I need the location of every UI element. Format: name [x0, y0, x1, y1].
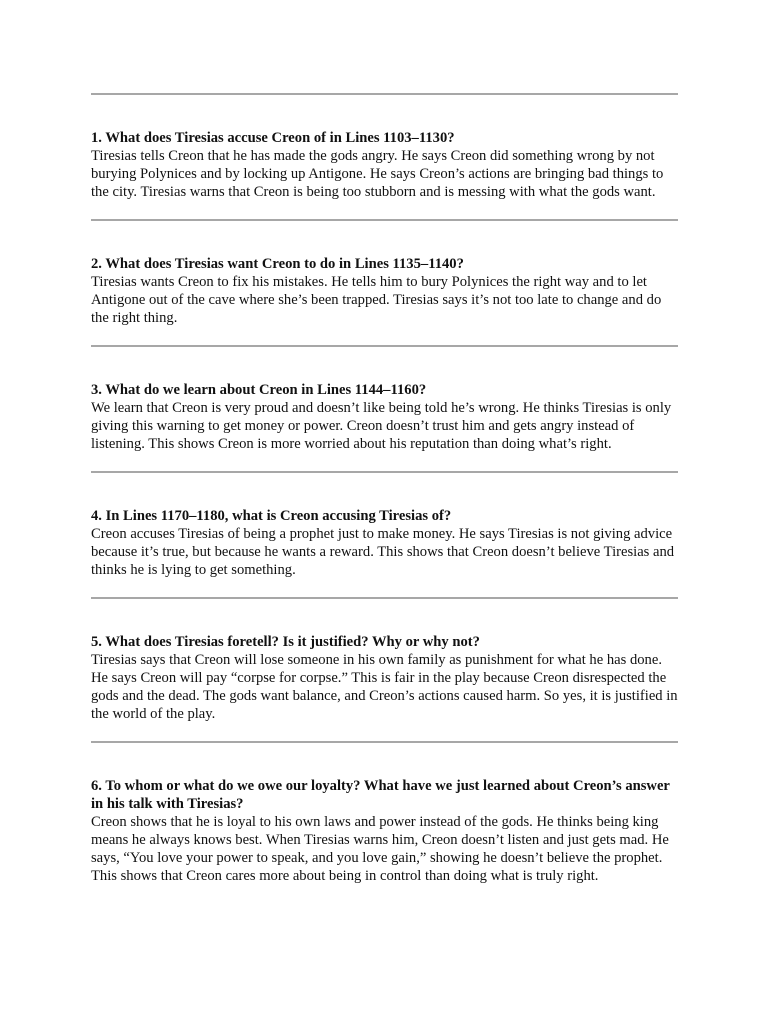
question-block-2 [91, 255, 678, 327]
question-block-6 [91, 777, 678, 885]
answer-4: Creon accuses Tiresias of being a prophet just to make money. He says Tiresias is not giving advice because it’s true, but because he wants a reward. This shows that Creon doesn’t believe Tiresias and thinks he is lying to get something. [91, 526, 675, 578]
top-divider [91, 93, 678, 95]
divider [91, 219, 678, 221]
answer-1: Tiresias tells Creon that he has made the gods angry. He says Creon did something wrong by not burying Polynices and by locking up Antigone. He says Creon’s actions are bringing bad things to the city. Tiresias warns that Creon is being too stubborn and is messing with what the gods want. [91, 148, 664, 200]
question-block-3 [91, 381, 678, 453]
answer-5: Tiresias says that Creon will lose someone in his own family as punishment for what he has done. He says Creon will pay “corpse for corpse.” This is fair in the play because Creon disrespected the gods and the dead. The gods want balance, and Creon’s actions caused harm. So yes, it is justified in the world of the play. [91, 652, 678, 722]
divider [91, 345, 678, 347]
divider [91, 741, 678, 743]
answer-3: We learn that Creon is very proud and doesn’t like being told he’s wrong. He thinks Tiresias is only giving this warning to get money or power. Creon doesn’t trust him and gets angry instead of listening. This shows Creon is more worried about his reputation than doing what’s right. [91, 400, 672, 452]
question-block-5 [91, 633, 678, 723]
question-6: 6. To whom or what do we owe our loyalty? What have we just learned about Creon’s answer in his talk with Tiresias? [91, 778, 670, 812]
question-block-1 [91, 129, 678, 201]
question-block-4 [91, 507, 678, 579]
answer-6: Creon shows that he is loyal to his own laws and power instead of the gods. He thinks being king means he always knows best. When Tiresias warns him, Creon doesn’t listen and just gets mad. He says, “You love your power to speak, and you love gain,” showing he doesn’t believe the prophet. This shows that Creon cares more about being in control than doing what is truly right. [91, 814, 669, 884]
document-page [91, 93, 678, 885]
question-1: 1. What does Tiresias accuse Creon of in Lines 1103–1130? [91, 130, 455, 146]
question-3: 3. What do we learn about Creon in Lines 1144–1160? [91, 382, 427, 398]
divider [91, 597, 678, 599]
question-4: 4. In Lines 1170–1180, what is Creon accusing Tiresias of? [91, 508, 452, 524]
answer-2: Tiresias wants Creon to fix his mistakes. He tells him to bury Polynices the right way and to let Antigone out of the cave where she’s been trapped. Tiresias says it’s not too late to change and do the right thing. [91, 274, 662, 326]
divider [91, 471, 678, 473]
question-2: 2. What does Tiresias want Creon to do in Lines 1135–1140? [91, 256, 464, 272]
question-5: 5. What does Tiresias foretell? Is it justified? Why or why not? [91, 634, 480, 650]
